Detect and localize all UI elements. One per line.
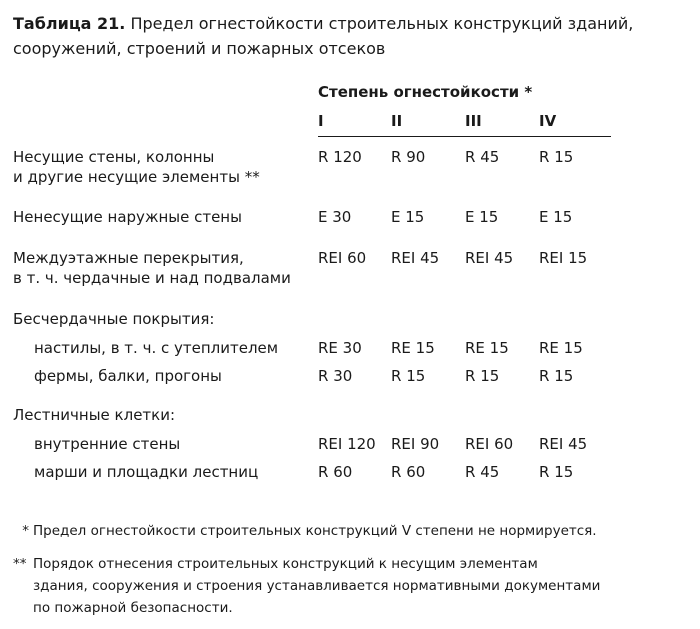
row-label: Несущие стены, колонны (13, 148, 215, 166)
footnote-1-mark: * (22, 523, 29, 539)
table-cell: REI 60 (465, 435, 514, 453)
row-label: Междуэтажные перекрытия, (13, 249, 244, 267)
table-cell: REI 90 (391, 435, 440, 453)
table-cell: RE 15 (539, 339, 583, 357)
footnote-2-line1: Порядок отнесения строительных конструкций к несущим элементам (33, 556, 538, 572)
table-cell: E 15 (539, 208, 573, 226)
header-divider (318, 136, 611, 137)
table-cell: E 15 (465, 208, 499, 226)
table-title (13, 11, 653, 61)
section-label-stairwells: Лестничные клетки: (13, 406, 176, 424)
row-label-line2: и другие несущие элементы ** (13, 168, 260, 186)
table-cell: R 15 (539, 148, 574, 166)
fire-resistance-degree-header: Степень огнестойкости * (318, 83, 533, 101)
footnote-1 (13, 520, 597, 542)
table-cell: R 15 (539, 463, 574, 481)
table-cell: REI 60 (318, 249, 367, 267)
table-cell: REI 45 (465, 249, 514, 267)
table-caption-line2: сооружений, строений и пожарных отсеков (13, 39, 386, 58)
table-cell: E 15 (391, 208, 425, 226)
footnote-1-text: Предел огнестойкости строительных конструкций V степени не нормируется. (33, 523, 597, 539)
table-cell: RE 15 (391, 339, 435, 357)
table-cell: R 60 (318, 463, 353, 481)
table-cell: R 15 (539, 367, 574, 385)
column-header-iii: III (465, 112, 482, 130)
table-cell: R 90 (391, 148, 426, 166)
row-label-line2: в т. ч. чердачные и над подвалами (13, 269, 291, 287)
table-cell: R 120 (318, 148, 362, 166)
row-label: настилы, в т. ч. с утеплителем (34, 339, 279, 357)
footnote-2 (13, 553, 633, 619)
table-cell: REI 45 (391, 249, 440, 267)
table-cell: E 30 (318, 208, 352, 226)
table-cell: R 30 (318, 367, 353, 385)
table-caption-line1: Предел огнестойкости строительных конструкций зданий, (130, 14, 634, 33)
table-cell: RE 15 (465, 339, 509, 357)
column-header-iv: IV (539, 112, 557, 130)
table-cell: REI 45 (539, 435, 588, 453)
footnote-2-line2: здания, сооружения и строения устанавливается нормативными документами (33, 578, 601, 594)
table-cell: R 45 (465, 148, 500, 166)
footnote-2-line3: по пожарной безопасности. (33, 600, 233, 616)
row-label: марши и площадки лестниц (34, 463, 259, 481)
table-cell: R 15 (465, 367, 500, 385)
table-number: Таблица 21. (13, 14, 126, 33)
table-cell: REI 15 (539, 249, 588, 267)
column-header-i: I (318, 112, 324, 130)
table-cell: R 60 (391, 463, 426, 481)
table-cell: REI 120 (318, 435, 376, 453)
section-label-roof-coverings: Бесчердачные покрытия: (13, 310, 215, 328)
row-label: Ненесущие наружные стены (13, 208, 242, 226)
table-cell: R 45 (465, 463, 500, 481)
table-cell: RE 30 (318, 339, 362, 357)
row-label: внутренние стены (34, 435, 181, 453)
table-cell: R 15 (391, 367, 426, 385)
row-label: фермы, балки, прогоны (34, 367, 222, 385)
footnote-2-mark: ** (13, 556, 27, 572)
column-header-ii: II (391, 112, 403, 130)
